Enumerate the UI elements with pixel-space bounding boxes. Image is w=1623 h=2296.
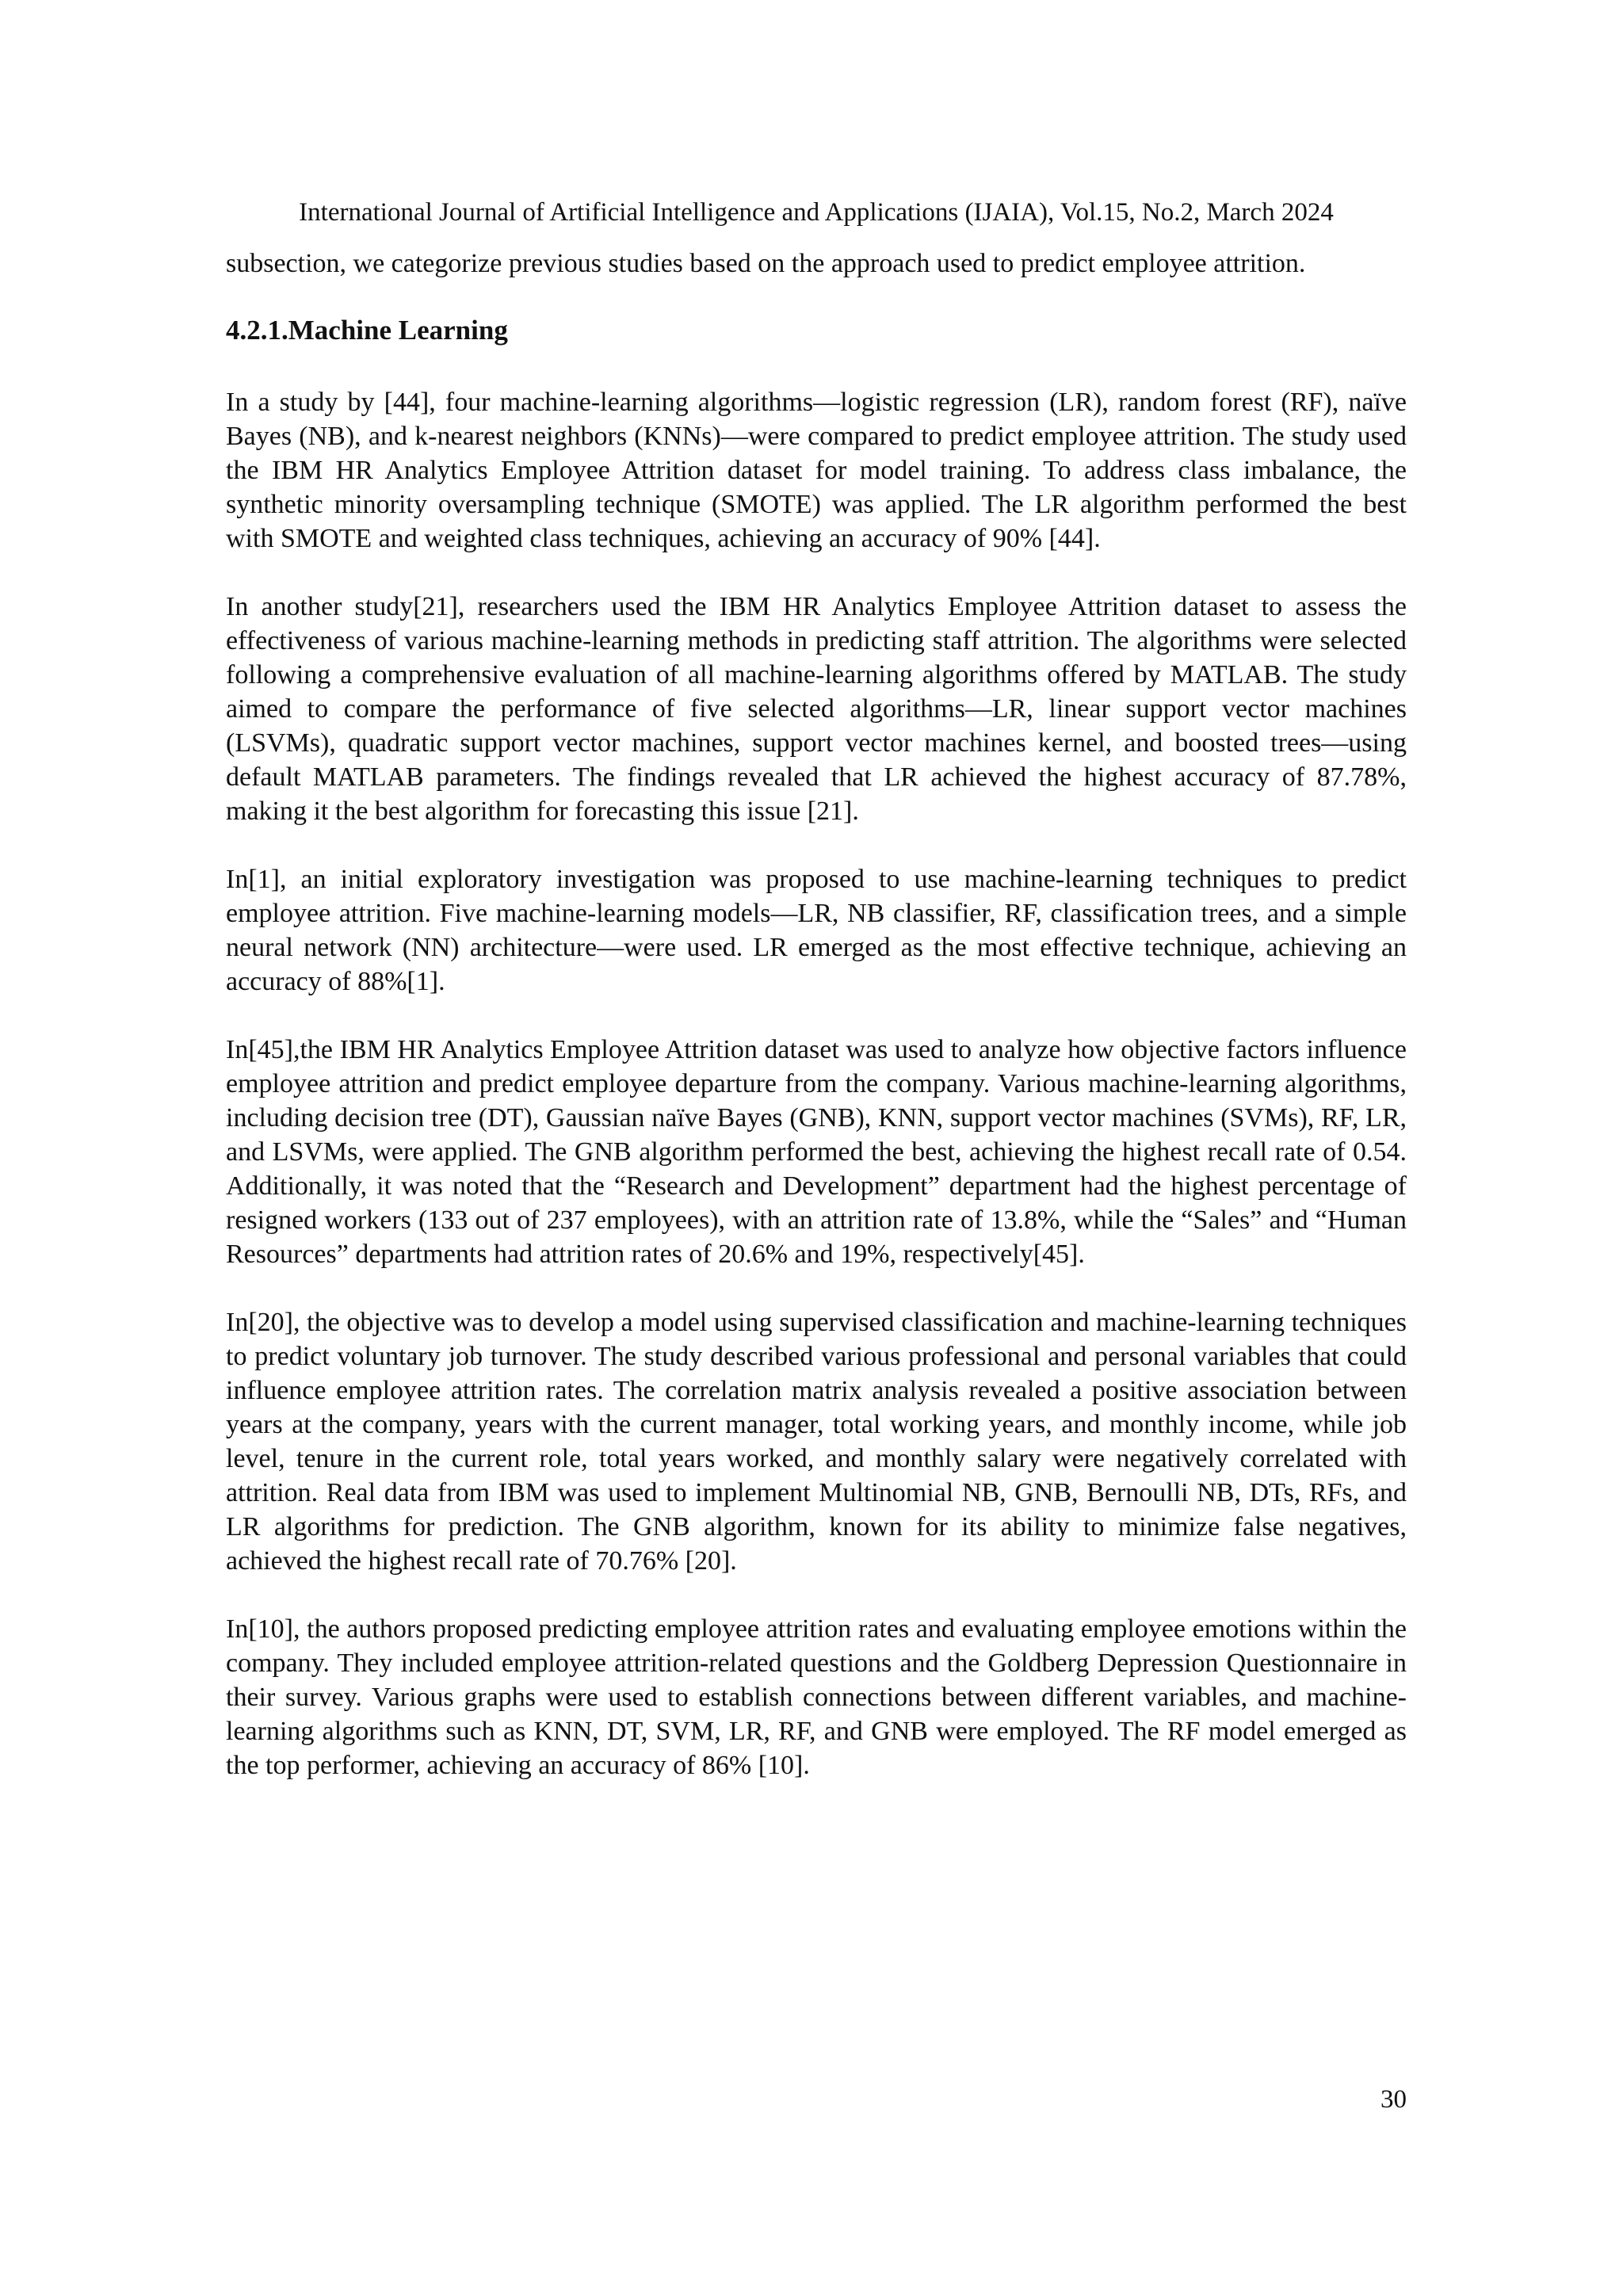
paragraph-study-20: In[20], the objective was to develop a model using supervised classification and machine-learning techniques to predict voluntary job turnover. The study described various professional and personal variables that could influence employee attrition rates. The correlation matrix analysis revealed a positive association between years at the company, years with the current manager, total working years, and monthly income, while job level, tenure in the current role, total years worked, and monthly salary were negatively correlated with attrition. Real data from IBM was used to implement Multinomial NB, GNB, Bernoulli NB, DTs, RFs, and LR algorithms for prediction. The GNB algorithm, known for its ability to minimize false negatives, achieved the highest recall rate of 70.76% [20]. [226, 1308, 1407, 1576]
paragraph-study-44: In a study by [44], four machine-learning algorithms—logistic regression (LR), random forest (RF), naïve Bayes (NB), and k-nearest neighbors (KNNs)—were compared to predict employee attrition. The study used the IBM HR Analytics Employee Attrition dataset for model training. To address class imbalance, the synthetic minority oversampling technique (SMOTE) was applied. The LR algorithm performed the best with SMOTE and weighted class techniques, achieving an accuracy of 90% [44]. [226, 388, 1407, 553]
article-body [226, 246, 1407, 1782]
page-number: 30 [1381, 2085, 1407, 2114]
paragraph-study-1: In[1], an initial exploratory investigation was proposed to use machine-learning techniques to predict employee attrition. Five machine-learning models—LR, NB classifier, RF, classification trees, and a simple neural network (NN) architecture—were used. LR emerged as the most effective technique, achieving an accuracy of 88%[1]. [226, 865, 1407, 996]
intro-paragraph: subsection, we categorize previous studies based on the approach used to predict employee attrition. [226, 249, 1306, 278]
paragraph-study-10: In[10], the authors proposed predicting employee attrition rates and evaluating employee emotions within the company. They included employee attrition-related questions and the Goldberg Depression Questionnaire in their survey. Various graphs were used to establish connections between different variables, and machine-learning algorithms such as KNN, DT, SVM, LR, RF, and GNB were employed. The RF model emerged as the top performer, achieving an accuracy of 86% [10]. [226, 1614, 1407, 1780]
running-header: International Journal of Artificial Intelligence and Applications (IJAIA), Vol.15, No.2, March 2024 [299, 198, 1334, 227]
paragraph-study-21: In another study[21], researchers used the IBM HR Analytics Employee Attrition dataset to assess the effectiveness of various machine-learning methods in predicting staff attrition. The algorithms were selected following a comprehensive evaluation of all machine-learning algorithms offered by MATLAB. The study aimed to compare the performance of five selected algorithms—LR, linear support vector machines (LSVMs), quadratic support vector machines, support vector machines kernel, and boosted trees—using default MATLAB parameters. The findings revealed that LR achieved the highest accuracy of 87.78%, making it the best algorithm for forecasting this issue [21]. [226, 592, 1407, 826]
section-heading: 4.2.1.Machine Learning [226, 315, 508, 346]
paragraph-study-45: In[45],the IBM HR Analytics Employee Attrition dataset was used to analyze how objective factors influence employee attrition and predict employee departure from the company. Various machine-learning algorithms, including decision tree (DT), Gaussian naïve Bayes (GNB), KNN, support vector machines (SVMs), RF, LR, and LSVMs, were applied. The GNB algorithm performed the best, achieving the highest recall rate of 0.54. Additionally, it was noted that the “Research and Development” department had the highest percentage of resigned workers (133 out of 237 employees), with an attrition rate of 13.8%, while the “Sales” and “Human Resources” departments had attrition rates of 20.6% and 19%, respectively[45]. [226, 1035, 1407, 1269]
